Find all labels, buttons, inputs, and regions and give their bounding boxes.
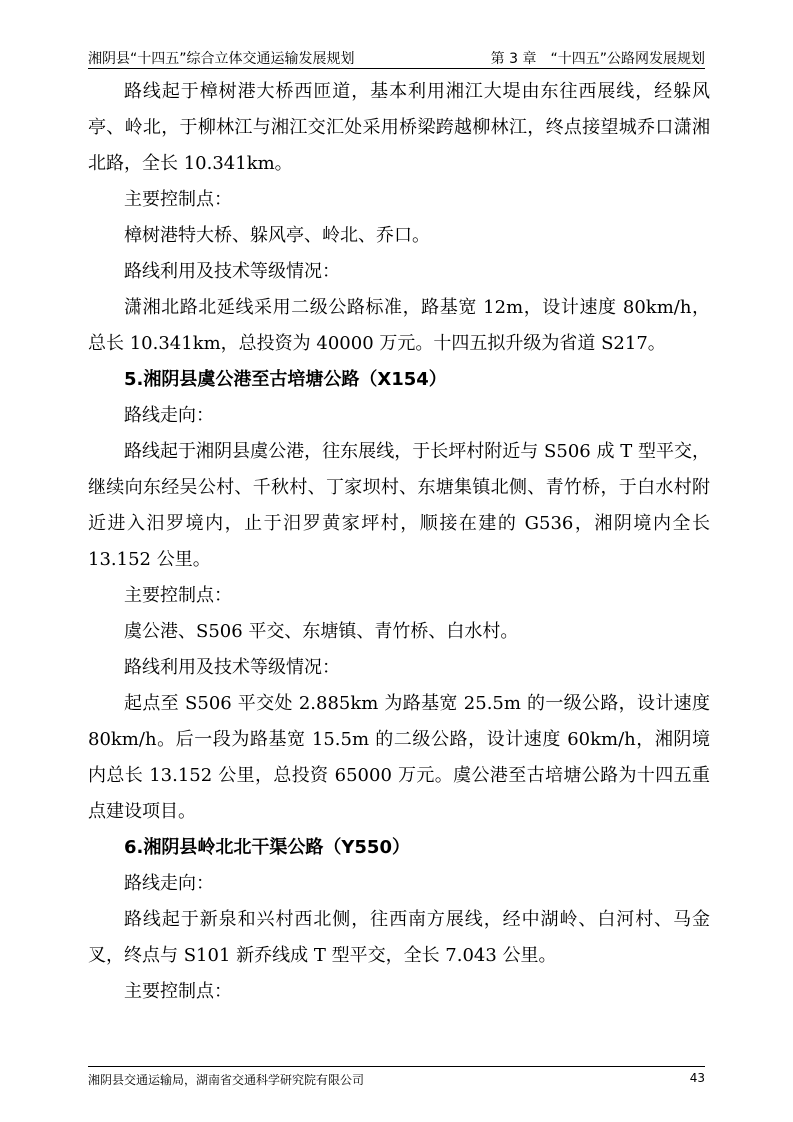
paragraph: 主要控制点： [124,189,232,210]
paragraph: 路线利用及技术等级情况： [124,657,340,678]
paragraph: 路线走向： [124,873,214,894]
paragraph: 路线起于樟树港大桥西匝道，基本利用湘江大堤由东往西展线，经躲风亭、岭北，于柳林江与湘江交汇处采用桥梁跨越柳林江，终点接望城乔口潇湘北路，全长 10.341km。 [88,81,710,174]
paragraph: 潇湘北路北延线采用二级公路标准，路基宽 12m，设计速度 80km/h，总长 10.341km，总投资为 40000 万元。十四五拟升级为省道 S217。 [88,297,710,354]
section-heading: 6.湘阴县岭北北干渠公路（Y550） [124,837,410,858]
paragraph: 虞公港、S506 平交、东塘镇、青竹桥、白水村。 [124,621,519,642]
page-footer [88,1066,705,1087]
paragraph: 樟树港特大桥、躲风亭、岭北、乔口。 [124,225,430,246]
paragraph: 主要控制点： [124,585,232,606]
page-number: 43 [689,1071,705,1085]
paragraph: 路线起于湘阴县虞公港，往东展线，于长坪村附近与 S506 成 T 型平交，继续向东经吴公村、千秋村、丁家坝村、东塘集镇北侧、青竹桥，于白水村附近进入汨罗境内，止于汨罗黄家坪村，顺接在建的 G536，湘阴境内全长 13.152 公里。 [88,441,710,570]
paragraph: 路线利用及技术等级情况： [124,261,340,282]
paragraph: 路线走向： [124,405,214,426]
paragraph: 主要控制点： [124,981,232,1002]
header-chapter-title: 第 3 章 “十四五”公路网发展规划 [490,51,705,67]
section-heading: 5.湘阴县虞公港至古培塘公路（X154） [124,369,447,390]
page-body [88,74,710,1010]
page-header [88,44,705,69]
header-document-title: 湘阴县“十四五”综合立体交通运输发展规划 [88,51,355,67]
paragraph: 起点至 S506 平交处 2.885km 为路基宽 25.5m 的一级公路，设计速度 80km/h。后一段为路基宽 15.5m 的二级公路，设计速度 60km/h，湘阴境内总长 13.152 公里，总投资 65000 万元。虞公港至古培塘公路为十四五重点建设项目。 [88,693,710,822]
paragraph: 路线起于新泉和兴村西北侧，往西南方展线，经中湖岭、白河村、马金叉，终点与 S101 新乔线成 T 型平交，全长 7.043 公里。 [88,909,710,966]
footer-organization: 湘阴县交通运输局，湖南省交通科学研究院有限公司 [88,1073,365,1087]
